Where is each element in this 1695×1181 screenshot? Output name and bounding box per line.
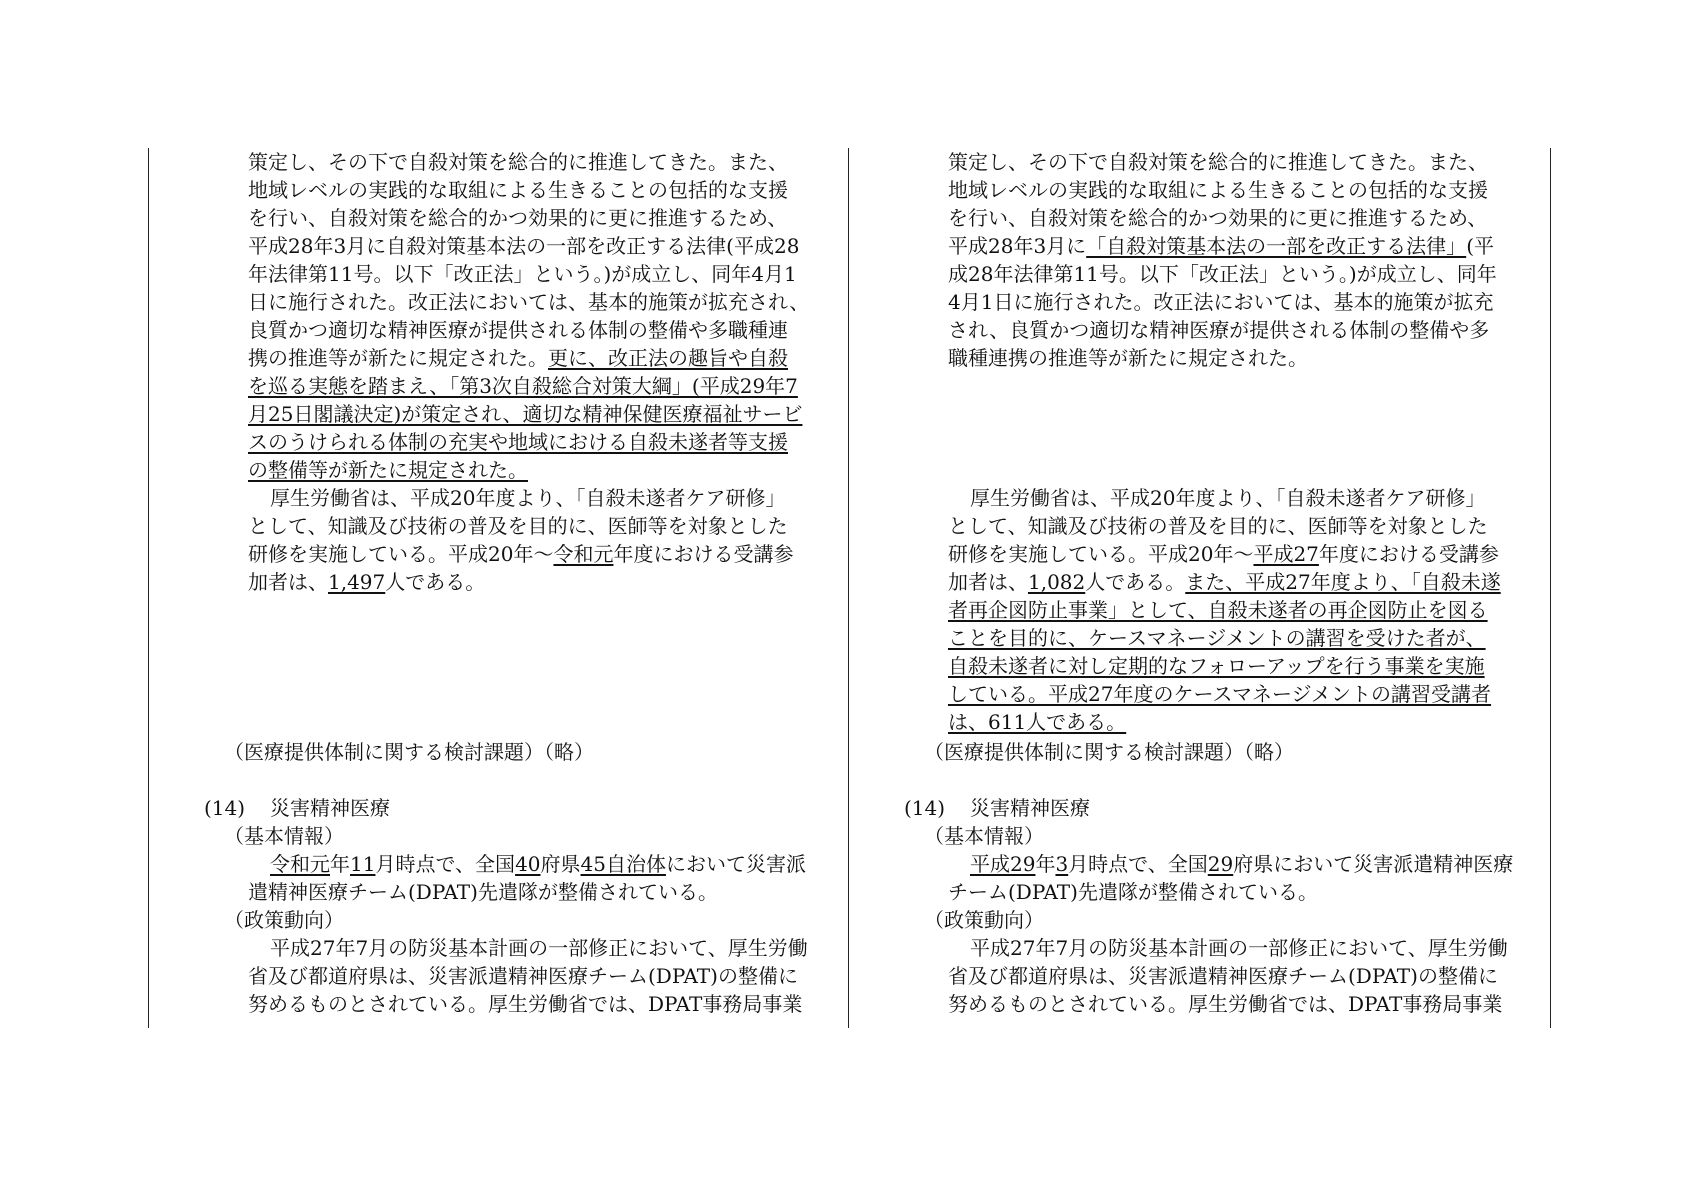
issues-heading: （医療提供体制に関する検討課題）（略）: [924, 740, 1294, 764]
changed-text-line: は、611人である。: [948, 710, 1127, 734]
text-line: 良質かつ適切な精神医療が提供される体制の整備や多職種連: [248, 318, 788, 342]
text-line: され、良質かつ適切な精神医療が提供される体制の整備や多: [948, 318, 1490, 342]
text-line: 遣精神医療チーム(DPAT)先遣隊が整備されている。: [248, 880, 718, 904]
table-border-right: [1550, 148, 1551, 1028]
table-border-left: [148, 148, 149, 1028]
text-span: 月時点で、全国: [375, 852, 516, 876]
text-span: (平: [1466, 234, 1494, 258]
text-line: 平成27年7月の防災基本計画の一部修正において、厚生労働: [270, 936, 808, 960]
text-line: 地域レベルの実践的な取組による生きることの包括的な支援: [948, 178, 1488, 202]
table-border-middle: [848, 148, 849, 1028]
added-text-line: スのうけられる体制の充実や地域における自殺未遂者等支援: [248, 430, 788, 454]
text-span: 加者は、: [948, 570, 1028, 594]
text-line: 平成27年7月の防災基本計画の一部修正において、厚生労働: [970, 936, 1508, 960]
section-title: 災害精神医療: [270, 796, 390, 820]
changed-text: 令和元: [270, 852, 330, 876]
text-line: 成28年法律第11号。以下「改正法」という。)が成立し、同年: [948, 262, 1497, 286]
changed-text: 11: [350, 852, 376, 876]
text-line: [948, 232, 1494, 260]
text-line: として、知識及び技術の普及を目的に、医師等を対象とした: [948, 514, 1488, 538]
text-line: [248, 568, 485, 596]
text-line: 策定し、その下で自殺対策を総合的に推進してきた。また、: [948, 150, 1488, 174]
text-span: 研修を実施している。平成20年〜: [948, 542, 1254, 566]
text-span: 加者は、: [248, 570, 328, 594]
text-span: 年度における受講参: [613, 542, 794, 566]
text-line: [948, 540, 1499, 568]
text-line: 4月1日に施行された。改正法においては、基本的施策が拡充: [948, 290, 1494, 314]
text-span: 年度における受講参: [1318, 542, 1499, 566]
issues-heading: （医療提供体制に関する検討課題）（略）: [224, 740, 594, 764]
changed-text: 3: [1055, 852, 1069, 876]
changed-text-line: 自殺未遂者に対し定期的なフォローアップを行う事業を実施: [948, 654, 1485, 678]
text-line: [970, 850, 1513, 878]
policy-label: （政策動向）: [924, 908, 1044, 932]
changed-text: 40: [515, 852, 541, 876]
text-line: として、知識及び技術の普及を目的に、医師等を対象とした: [248, 514, 788, 538]
section-number: (14): [904, 796, 946, 820]
changed-text: また、平成27年度より、「自殺未遂: [1185, 570, 1501, 594]
text-span: 人である。: [1085, 570, 1186, 594]
changed-text: 平成29: [970, 852, 1036, 876]
text-line: [948, 568, 1501, 596]
text-line: [248, 344, 788, 372]
changed-text: 45自治体: [580, 852, 666, 876]
added-text-line: を巡る実態を踏まえ、「第3次自殺総合対策大綱」(平成29年7: [248, 374, 798, 398]
changed-text-line: ことを目的に、ケースマネージメントの講習を受けた者が、: [948, 626, 1486, 650]
changed-text: 29: [1207, 852, 1234, 876]
section-number: (14): [204, 796, 246, 820]
text-line: 策定し、その下で自殺対策を総合的に推進してきた。また、: [248, 150, 788, 174]
changed-text: 1,082: [1028, 570, 1086, 594]
text-line: [270, 850, 806, 878]
basic-info-label: （基本情報）: [224, 824, 344, 848]
policy-label: （政策動向）: [224, 908, 344, 932]
text-line: 平成28年3月に自殺対策基本法の一部を改正する法律(平成28: [248, 234, 800, 258]
text-span: 年: [330, 852, 350, 876]
text-line: 省及び都道府県は、災害派遣精神医療チーム(DPAT)の整備に: [948, 964, 1498, 988]
added-text-line: の整備等が新たに規定された。: [248, 458, 528, 482]
changed-text: 令和元: [553, 542, 614, 566]
basic-info-label: （基本情報）: [924, 824, 1044, 848]
text-span: 携の推進等が新たに規定された。: [248, 346, 548, 370]
changed-text-line: している。平成27年度のケースマネージメントの講習受講者: [948, 682, 1492, 706]
added-text: 更に、改正法の趣旨や自殺: [548, 346, 788, 370]
text-line: 厚生労働省は、平成20年度より、「自殺未遂者ケア研修」: [270, 486, 786, 510]
text-line: 省及び都道府県は、災害派遣精神医療チーム(DPAT)の整備に: [248, 964, 798, 988]
text-span: 研修を実施している。平成20年〜: [248, 542, 554, 566]
text-span: 府県: [540, 852, 581, 876]
text-line: 厚生労働省は、平成20年度より、「自殺未遂者ケア研修」: [970, 486, 1486, 510]
added-text-line: 月25日閣議決定)が策定され、適切な精神保健医療福祉サービ: [248, 402, 803, 426]
text-span: 年: [1035, 852, 1056, 876]
text-line: を行い、自殺対策を総合的かつ効果的に更に推進するため、: [948, 206, 1488, 230]
text-line: 日に施行された。改正法においては、基本的施策が拡充され、: [248, 290, 810, 314]
text-line: 職種連携の推進等が新たに規定された。: [948, 346, 1308, 370]
text-line: 努めるものとされている。厚生労働省では、DPAT事務局事業: [248, 992, 803, 1016]
text-span: において災害派: [665, 852, 806, 876]
text-line: チーム(DPAT)先遣隊が整備されている。: [948, 880, 1318, 904]
text-line: 地域レベルの実践的な取組による生きることの包括的な支援: [248, 178, 788, 202]
text-line: 年法律第11号。以下「改正法」という。)が成立し、同年4月1: [248, 262, 797, 286]
text-span: 人である。: [385, 570, 486, 594]
text-line: を行い、自殺対策を総合的かつ効果的に更に推進するため、: [248, 206, 788, 230]
text-line: 努めるものとされている。厚生労働省では、DPAT事務局事業: [948, 992, 1503, 1016]
section-title: 災害精神医療: [970, 796, 1090, 820]
changed-text: 1,497: [328, 570, 386, 594]
changed-text: 「自殺対策基本法の一部を改正する法律」: [1086, 234, 1467, 258]
changed-text-line: 者再企図防止事業」として、自殺未遂者の再企図防止を図る: [948, 598, 1488, 622]
changed-text: 平成27: [1253, 542, 1319, 566]
text-line: [248, 540, 793, 568]
text-span: 府県において災害派遣精神医療: [1233, 852, 1514, 876]
text-span: 月時点で、全国: [1068, 852, 1208, 876]
text-span: 平成28年3月に: [948, 234, 1087, 258]
